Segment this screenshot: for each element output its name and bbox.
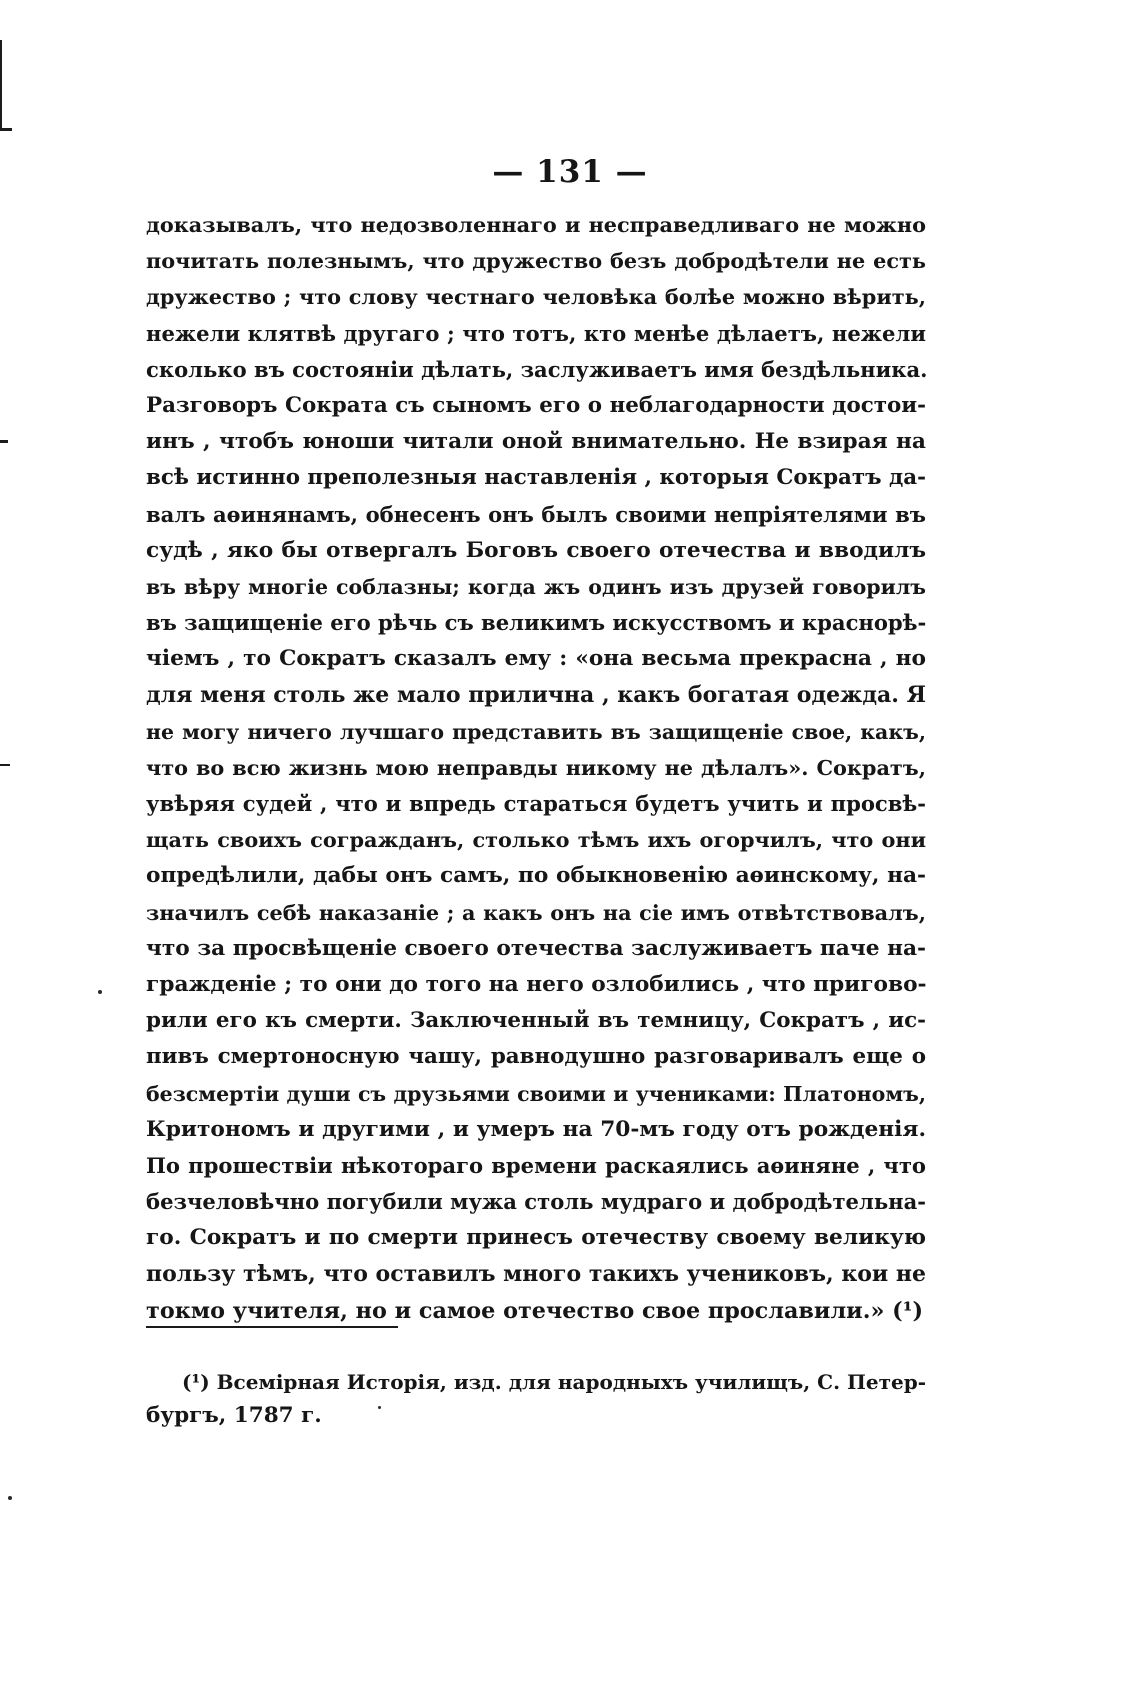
scan-edge-mark (0, 440, 8, 443)
text-line: судѣ , яко бы отвергалъ Боговъ своего отечества и вводилъ (146, 537, 926, 563)
body-text (146, 207, 926, 1329)
text-line: безчеловѣчно погубили мужа столь мудраго и добродѣтельна- (146, 1189, 926, 1215)
scan-edge-mark (0, 40, 2, 130)
text-line: въ вѣру многіе соблазны; когда жъ одинъ изъ друзей говорилъ (146, 574, 926, 599)
text-line: не могу ничего лучшаго представить въ защищеніе свое, какъ, (146, 719, 926, 744)
text-line: Критономъ и другими , и умеръ на 70-мъ году отъ рожденія. (146, 1116, 926, 1142)
text-line: сколько въ состояніи дѣлать, заслуживаетъ имя бездѣльника. (146, 356, 928, 382)
text-line: въ защищеніе его рѣчь съ великимъ искусствомъ и краснорѣ- (146, 610, 927, 636)
text-line: рили его къ смерти. Заключенный въ темницу, Сократъ , ис- (146, 1008, 926, 1034)
scan-edge-mark (0, 764, 10, 766)
text-line: го. Сократъ и по смерти принесъ отечеству своему великую (146, 1225, 926, 1251)
text-line: почитать полезнымъ, что дружество безъ добродѣтели не есть (146, 248, 926, 274)
text-line: пользу тѣмъ, что оставилъ много такихъ учениковъ, кои не (146, 1261, 926, 1288)
text-line: пивъ смертоносную чашу, равнодушно разговаривалъ еще о (146, 1044, 926, 1070)
text-line: безсмертіи души съ друзьями своими и учениками: Платономъ, (146, 1081, 926, 1106)
scan-speck (98, 990, 102, 994)
footnote-line: бургъ, 1787 г. (146, 1403, 322, 1428)
text-line: увѣряя судей , что и впредь стараться будетъ учить и просвѣ- (146, 791, 926, 816)
text-line: опредѣлили, дабы онъ самъ, по обыкновенію аѳинскому, на- (146, 863, 926, 889)
text-line: гражденіе ; то они до того на него озлобились , что пригово- (146, 971, 927, 997)
scan-speck (8, 1496, 12, 1500)
text-line: всѣ истинно преполезныя наставленія , которыя Сократъ да- (146, 465, 926, 491)
text-line: чіемъ , то Сократъ сказалъ ему : «она весьма прекрасна , но (146, 646, 926, 672)
text-line: щать своихъ согражданъ, столько тѣмъ ихъ огорчилъ, что они (146, 827, 926, 853)
footnote-divider (146, 1326, 398, 1328)
text-line: токмо учителя, но и самое отечество свое прославили.» (¹) (146, 1297, 924, 1324)
footnote (146, 1366, 926, 1432)
text-line: дружество ; что слову честнаго человѣка болѣе можно вѣрить, (146, 284, 926, 310)
page-number: — 131 — (492, 154, 648, 190)
text-line: инъ , чтобъ юноши читали оной внимательно. Не взирая на (146, 429, 926, 455)
scan-edge-mark (0, 128, 12, 131)
text-line: валъ аѳинянамъ, обнесенъ онъ былъ своими непріятелями въ (146, 501, 926, 527)
text-line: нежели клятвѣ другаго ; что тотъ, кто менѣе дѣлаетъ, нежели (146, 320, 926, 346)
footnote-line: (¹) Всемірная Исторія, изд. для народныхъ училищъ, С. Петер- (182, 1370, 927, 1394)
text-line: для меня столь же мало прилична , какъ богатая одежда. Я (146, 682, 926, 709)
text-line: Разговоръ Сократа съ сыномъ его о неблагодарности достои- (146, 392, 926, 418)
text-line: что за просвѣщеніе своего отечества заслуживаетъ паче на- (146, 935, 926, 961)
text-line: По прошествіи нѣкотораго времени раскаялись аѳиняне , что (146, 1152, 926, 1178)
text-line: что во всю жизнь мою неправды никому не дѣлалъ». Сократъ, (146, 754, 926, 780)
text-line: значилъ себѣ наказаніе ; а какъ онъ на сіе имъ отвѣтствовалъ, (146, 899, 926, 925)
text-line: доказывалъ, что недозволеннаго и несправедливаго не можно (146, 212, 926, 237)
